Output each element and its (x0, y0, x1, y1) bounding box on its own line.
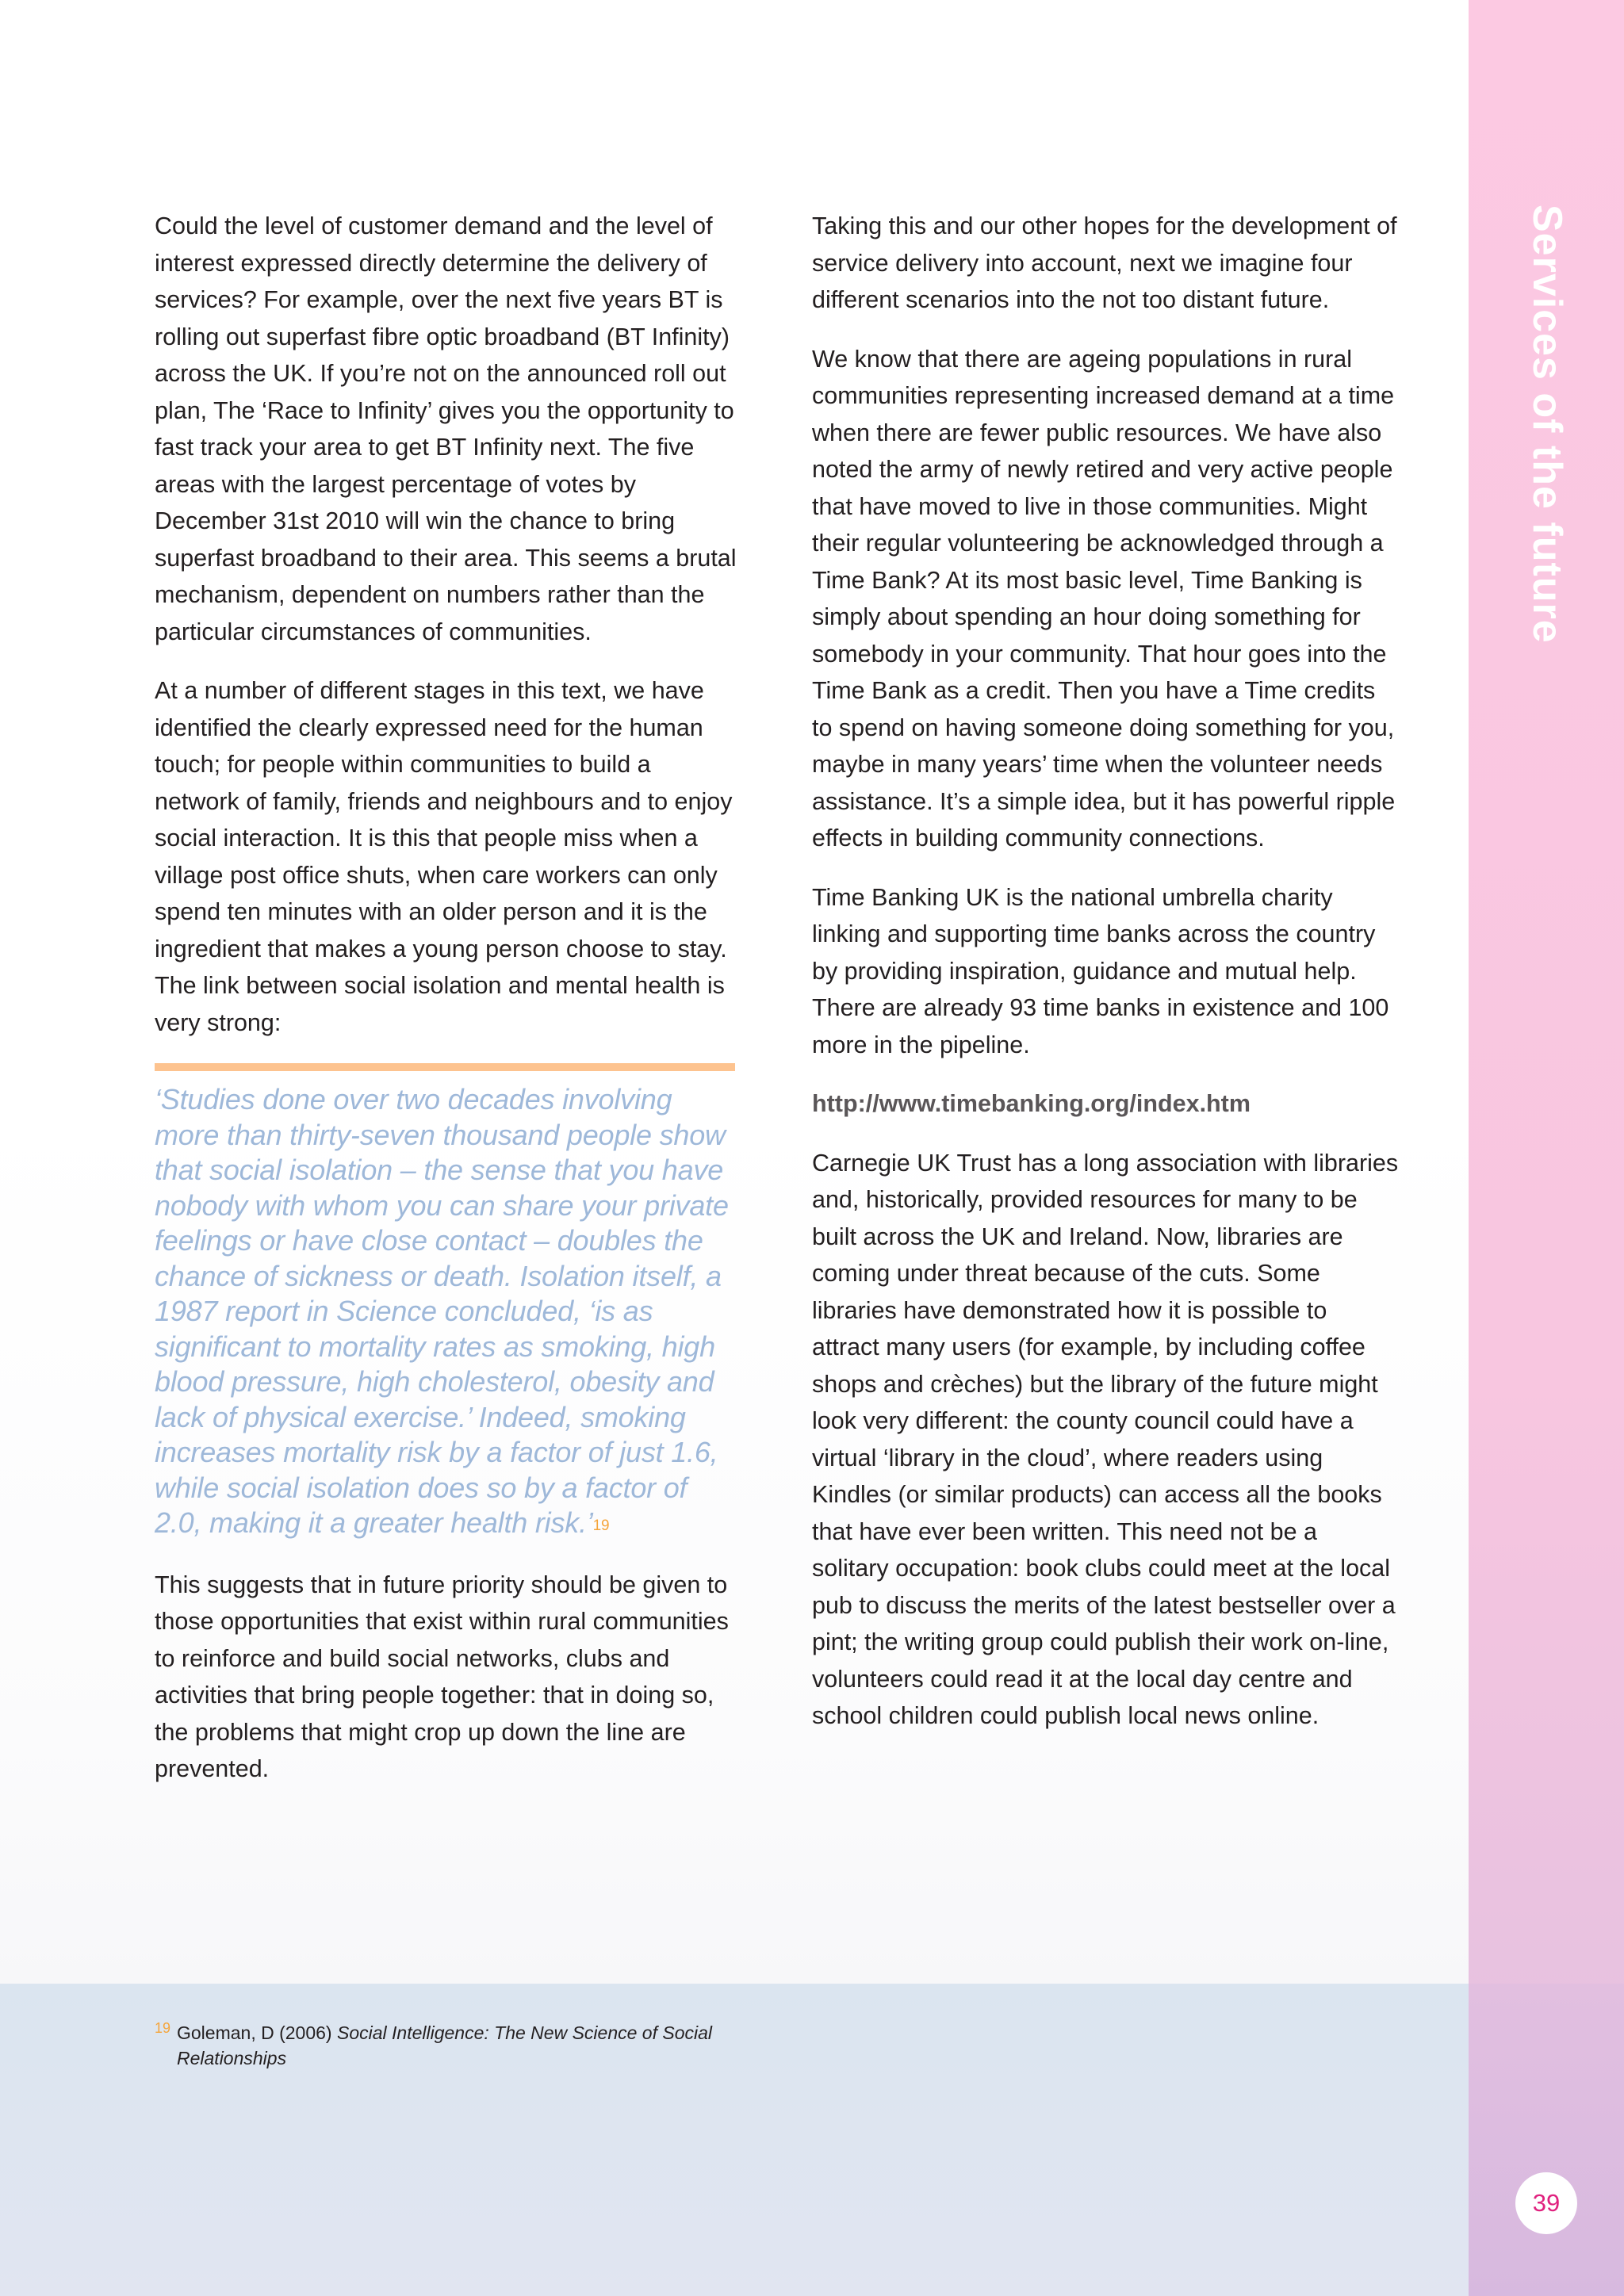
pull-quote-text: ‘Studies done over two decades involving more than thirty-seven thousand people show that social isolation – the sense that you have nobody with whom you can share your private feelings or have close contact – doubles the chance of sickness or death. Isolation itself, a 1987 report in Science concluded, ‘is as significant to mortality rates as smoking, high blood pressure, high cholesterol, obesity and lack of physical exercise.’ Indeed, smoking increases mortality risk by a factor of just 1.6, while social isolation does so by a factor of 2.0, making it a greater health risk.’ (155, 1083, 729, 1539)
paragraph: This suggests that in future priority should be given to those opportunities that exist within rural communities to reinforce and build social networks, clubs and activities that bring people together: that in doing so, the problems that might crop up down the line are prevented. (155, 1571, 729, 1782)
footnote-author: Goleman, D (2006) (177, 2022, 337, 2043)
paragraph: Time Banking UK is the national umbrella charity linking and supporting time banks across the country by providing inspiration, guidance and mutual help. There are already 93 time banks in existence and 100 more in the pipeline. (812, 883, 1389, 1058)
paragraph: We know that there are ageing populations in rural communities representing increased demand at a time when there are fewer public resources. We have also noted the army of newly retired and very active people that have moved to live in those communities. Might their regular volunteering be acknowledged through a Time Bank? At its most basic level, Time Banking is simply about spending an hour doing something for somebody in your community. That hour goes into the Time Bank as a credit. Then you have a Time credits to spend on having someone doing something for you, maybe in many years’ time when the volunteer needs assistance. It’s a simple idea, but it has powerful ripple effects in building community connections. (812, 345, 1396, 851)
paragraph: Carnegie UK Trust has a long association with libraries and, historically, provided resources for many to be built across the UK and Ireland. Now, libraries are coming under threat because of the cuts. Some libraries have demonstrated how it is possible to attract many users (for example, by including coffee shops and crèches) but the library of the future might look very different: the county council could have a virtual ‘library in the cloud’, where readers using Kindles (or similar products) can access all the books that have ever been written. This need not be a solitary occupation: book clubs could meet at the local pub to discuss the merits of the latest bestseller over a pint; the writing group could publish their work on-line, volunteers could read it at the local day centre and school children could publish local news online. (812, 1149, 1399, 1729)
pull-quote (155, 1082, 741, 1544)
footnote-text (177, 2020, 741, 2071)
paragraph: Could the level of customer demand and the level of interest expressed directly determine the delivery of services? For example, over the next five years BT is rolling out superfast fibre optic broadband (BT Infinity) across the UK. If you’re not on the announced roll out plan, The ‘Race to Infinity’ gives you the opportunity to fast track your area to get BT Infinity next. The five areas with the largest percentage of votes by December 31st 2010 will win the chance to bring superfast broadband to their area. This seems a brutal mechanism, dependent on numbers rather than the particular circumstances of communities. (155, 212, 737, 645)
timebanking-link[interactable]: http://www.timebanking.org/index.htm (812, 1090, 1251, 1117)
footnote-reference[interactable]: 19 (592, 1517, 610, 1534)
footnote-title: Social Intelligence: The New Science of Social Relationships (177, 2022, 713, 2068)
footnote-number: 19 (155, 2020, 171, 2036)
paragraph: Taking this and our other hopes for the development of service delivery into account, next we imagine four different scenarios into the not too distant future. (812, 212, 1397, 313)
section-title: Services of the future (1524, 205, 1570, 644)
right-column (812, 208, 1399, 1757)
paragraph: At a number of different stages in this text, we have identified the clearly expressed need for the human touch; for people within communities to build a network of family, friends and neighbours and to enjoy social interaction. It is this that people miss when a village post office shuts, when care workers can only spend ten minutes with an older person and it is the ingredient that makes a young person choose to stay. The link between social isolation and mental health is very strong: (155, 677, 733, 1036)
side-band-lower (1469, 1984, 1624, 2296)
footnote (155, 2020, 741, 2071)
page-number: 39 (1515, 2172, 1577, 2234)
pull-quote-rule (155, 1063, 735, 1071)
left-column (155, 208, 741, 1810)
